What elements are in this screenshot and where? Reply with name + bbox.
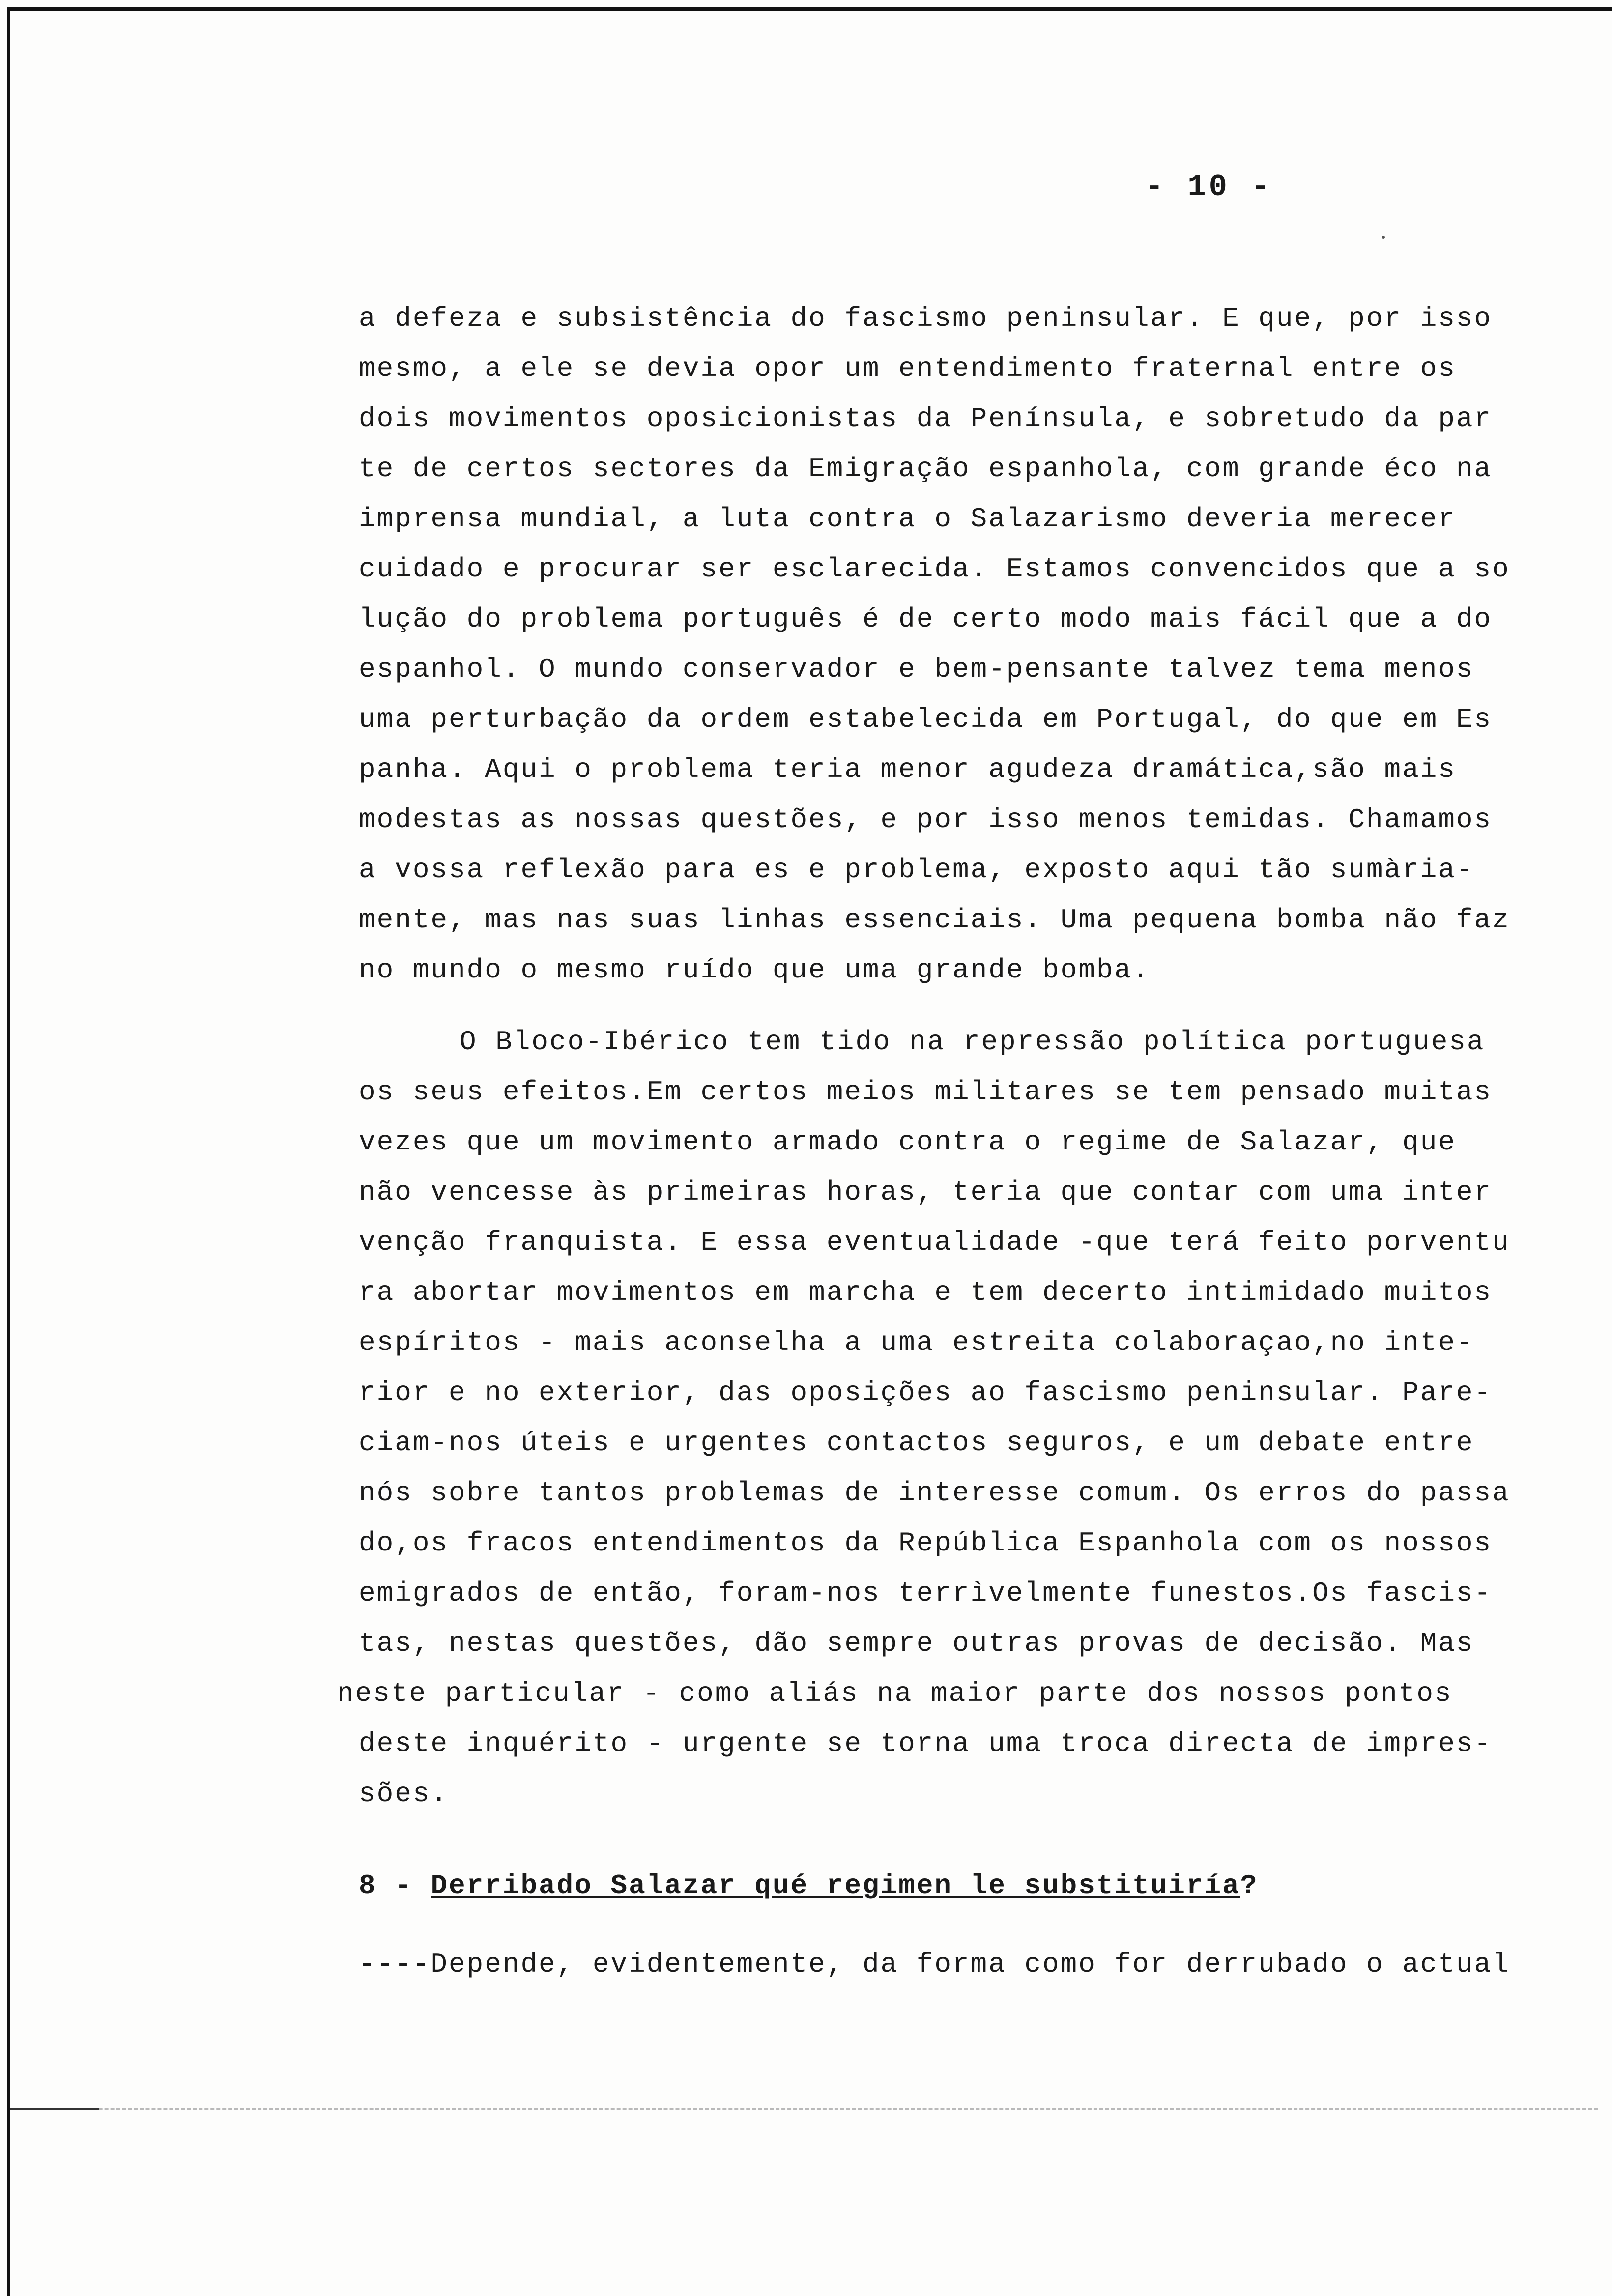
scan-border-top [9,7,1612,11]
section-question [359,1870,1258,1901]
text-line: a vossa reflexão para es e problema, exposto aqui tão sumària- [359,854,1474,886]
text-line: espíritos - mais aconselha a uma estreita colaboraçao,no inte- [359,1327,1474,1358]
text-line: venção franquista. E essa eventualidade -que terá feito porventu [359,1227,1510,1258]
text-line: uma perturbação da ordem estabelecida em Portugal, do que em Es [359,704,1493,735]
paragraph-1 [359,293,1510,995]
text-line: imprensa mundial, a luta contra o Salazarismo deveria merecer [359,503,1456,535]
text-line: ciam-nos úteis e urgentes contactos seguros, e um debate entre [359,1427,1474,1459]
text-line: dois movimentos oposicionistas da Península, e sobretudo da par [359,403,1493,434]
text-line: mente, mas nas suas linhas essenciais. Uma pequena bomba não faz [359,904,1510,936]
text-line: não vencesse às primeiras horas, teria que contar com uma inter [359,1177,1493,1208]
text-line: cuidado e procurar ser esclarecida. Estamos convencidos que a so [359,553,1510,585]
text-line: os seus efeitos.Em certos meios militares se tem pensado muitas [359,1076,1493,1108]
text-line: no mundo o mesmo ruído que uma grande bomba. [359,954,1151,986]
answer-text: Depende, evidentemente, da forma como for derrubado o actual [431,1949,1510,1980]
text-line: espanhol. O mundo conservador e bem-pensante talvez tema menos [359,654,1474,685]
answer-dash: ---- [359,1949,431,1980]
text-line: a defeza e subsistência do fascismo peninsular. E que, por isso [359,303,1493,334]
page-number: - 10 - [1145,170,1273,204]
text-line: lução do problema português é de certo modo mais fácil que a do [359,603,1493,635]
text-line: sões. [359,1778,449,1809]
question-text: Derribado Salazar qué regimen le substituiría [431,1870,1240,1901]
text-line: panha. Aqui o problema teria menor agudeza dramática,são mais [359,754,1456,785]
text-line: mesmo, a ele se devia opor um entendimento fraternal entre os [359,353,1456,384]
answer-line [359,1949,1510,1980]
text-line: vezes que um movimento armado contra o regime de Salazar, que [359,1126,1456,1158]
text-line: te de certos sectores da Emigração espanhola, com grande éco na [359,453,1493,485]
scan-border-left [7,7,10,2296]
question-number: 8 - [359,1870,413,1901]
question-mark: ? [1240,1870,1259,1901]
text-line: deste inquérito - urgente se torna uma troca directa de impres- [359,1728,1493,1759]
text-line: tas, nestas questões, dão sempre outras provas de decisão. Mas [359,1628,1474,1659]
text-line: rior e no exterior, das oposições ao fascismo peninsular. Pare- [359,1377,1493,1408]
paragraph-2 [337,1017,1510,1819]
text-line: nós sobre tantos problemas de interesse comum. Os erros do passa [359,1477,1510,1509]
page-fold-line [10,2108,1598,2110]
ink-speck [1382,236,1385,239]
text-line: ra abortar movimentos em marcha e tem decerto intimidado muitos [359,1277,1493,1308]
text-line: neste particular - como aliás na maior parte dos nossos pontos [337,1678,1453,1709]
page-fold-line-start [10,2108,99,2110]
text-line: do,os fracos entendimentos da República Espanhola com os nossos [359,1527,1493,1559]
text-line: emigrados de então, foram-nos terrìvelmente funestos.Os fascis- [359,1578,1493,1609]
text-line: O Bloco-Ibérico tem tido na repressão política portuguesa [460,1026,1485,1058]
text-line: modestas as nossas questões, e por isso menos temidas. Chamamos [359,804,1493,835]
